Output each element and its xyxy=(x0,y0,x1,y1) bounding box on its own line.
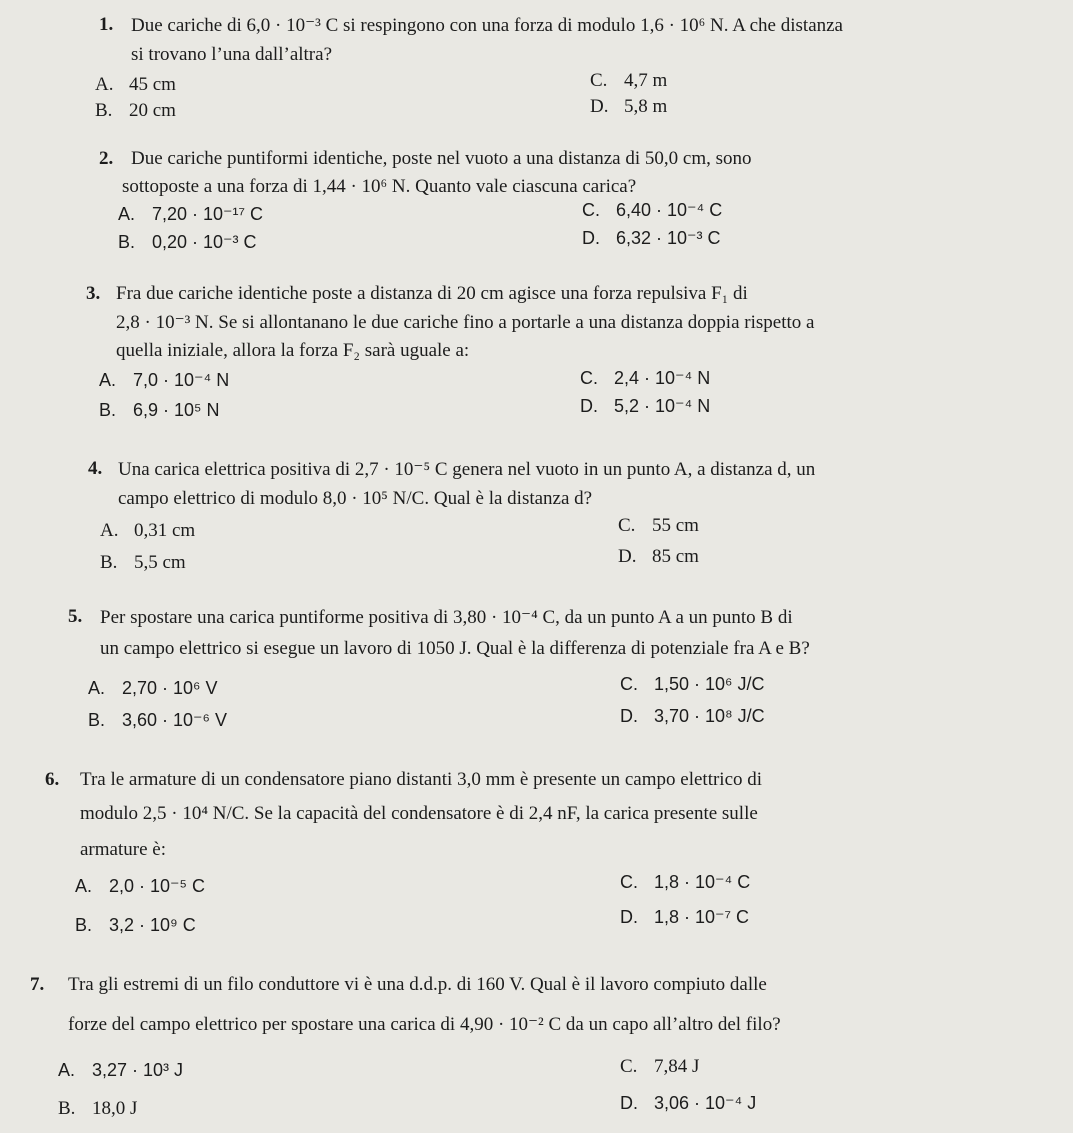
option-d: D. 3,06 · 10⁻⁴ J xyxy=(620,1093,757,1113)
question-text-line: 2,8 · 10⁻³ N. Se si allontanano le due cariche fino a portarle a una distanza doppia rispetto a xyxy=(116,312,815,333)
option-d-value: 6,32 · 10⁻³ C xyxy=(616,228,721,248)
question-text-line: armature è: xyxy=(80,839,166,860)
question-text-line: modulo 2,5 · 10⁴ N/C. Se la capacità del condensatore è di 2,4 nF, la carica presente sulle xyxy=(80,803,758,824)
option-d: D. 5,2 · 10⁻⁴ N xyxy=(580,396,711,416)
option-a: A. 45 cm xyxy=(95,74,176,95)
option-d-value: 3,70 · 10⁸ J/C xyxy=(654,706,765,726)
option-a-value: 0,31 cm xyxy=(134,520,196,541)
question-number: 7. xyxy=(30,974,45,995)
option-c-value: 55 cm xyxy=(652,515,699,536)
option-a: A. 7,0 · 10⁻⁴ N xyxy=(99,370,230,390)
question-text-line: Tra le armature di un condensatore piano distanti 3,0 mm è presente un campo elettrico di xyxy=(80,769,763,790)
option-b-value: 20 cm xyxy=(129,100,176,121)
question-text-line: Fra due cariche identiche poste a distanza di 20 cm agisce una forza repulsiva F₁ di xyxy=(116,283,748,304)
option-b: B. 18,0 J xyxy=(58,1098,138,1119)
option-c-value: 1,50 · 10⁶ J/C xyxy=(654,674,765,694)
option-c: C. 1,50 · 10⁶ J/C xyxy=(620,674,765,694)
question-text-line: Due cariche di 6,0 · 10⁻³ C si respingono con una forza di modulo 1,6 · 10⁶ N. A che distanza xyxy=(131,15,843,36)
question-text-line: campo elettrico di modulo 8,0 · 10⁵ N/C. Qual è la distanza d? xyxy=(118,488,593,509)
option-a-value: 3,27 · 10³ J xyxy=(92,1060,184,1080)
option-a-value: 2,70 · 10⁶ V xyxy=(122,678,218,698)
question-text-line: sottoposte a una forza di 1,44 · 10⁶ N. Quanto vale ciascuna carica? xyxy=(122,176,637,197)
option-b: B. 5,5 cm xyxy=(100,552,186,573)
option-b: B. 0,20 · 10⁻³ C xyxy=(118,232,257,252)
option-a: A. 2,0 · 10⁻⁵ C xyxy=(75,876,206,896)
question-text-line: quella iniziale, allora la forza F₂ sarà uguale a: xyxy=(116,340,470,361)
option-b-value: 18,0 J xyxy=(92,1098,138,1119)
question-number: 6. xyxy=(45,769,60,790)
option-a-value: 2,0 · 10⁻⁵ C xyxy=(109,876,206,896)
option-c-value: 2,4 · 10⁻⁴ N xyxy=(614,368,711,388)
option-d-value: 85 cm xyxy=(652,546,699,567)
option-c: C. 1,8 · 10⁻⁴ C xyxy=(620,872,751,892)
option-b-value: 6,9 · 10⁵ N xyxy=(133,400,220,420)
option-b-value: 3,60 · 10⁻⁶ V xyxy=(122,710,227,730)
question-number: 4. xyxy=(88,458,103,479)
option-d-value: 5,8 m xyxy=(624,96,668,117)
option-a: A. 7,20 · 10⁻¹⁷ C xyxy=(118,204,264,224)
option-a: A. 2,70 · 10⁶ V xyxy=(88,678,218,698)
option-c: C. 6,40 · 10⁻⁴ C xyxy=(582,200,723,220)
option-d: D. 85 cm xyxy=(618,546,699,567)
option-c-value: 6,40 · 10⁻⁴ C xyxy=(616,200,723,220)
question-number: 5. xyxy=(68,606,83,627)
question-text-line: un campo elettrico si esegue un lavoro di 1050 J. Qual è la differenza di potenziale fra A e B? xyxy=(100,638,810,659)
question-text-line: Due cariche puntiformi identiche, poste nel vuoto a una distanza di 50,0 cm, sono xyxy=(131,148,752,169)
option-b: B. 3,60 · 10⁻⁶ V xyxy=(88,710,227,730)
option-c-value: 4,7 m xyxy=(624,70,668,91)
option-b-value: 0,20 · 10⁻³ C xyxy=(152,232,257,252)
option-b: B. 3,2 · 10⁹ C xyxy=(75,915,196,935)
option-a-value: 7,0 · 10⁻⁴ N xyxy=(133,370,230,390)
question-text-line: forze del campo elettrico per spostare una carica di 4,90 · 10⁻² C da un capo all’altro del filo? xyxy=(68,1014,781,1035)
question-text-line: si trovano l’una dall’altra? xyxy=(131,44,333,65)
option-c-value: 1,8 · 10⁻⁴ C xyxy=(654,872,751,892)
question-text-line: Tra gli estremi di un filo conduttore vi è una d.d.p. di 160 V. Qual è il lavoro compiuto dalle xyxy=(68,974,767,995)
question-text-line: Per spostare una carica puntiforme positiva di 3,80 · 10⁻⁴ C, da un punto A a un punto B di xyxy=(100,607,793,628)
option-a-value: 45 cm xyxy=(129,74,176,95)
option-b-value: 5,5 cm xyxy=(134,552,186,573)
option-d: D. 5,8 m xyxy=(590,96,668,117)
option-b: B. 6,9 · 10⁵ N xyxy=(99,400,220,420)
option-c-value: 7,84 J xyxy=(654,1056,700,1077)
option-d: D. 1,8 · 10⁻⁷ C xyxy=(620,907,750,927)
option-d-value: 3,06 · 10⁻⁴ J xyxy=(654,1093,757,1113)
option-d-value: 5,2 · 10⁻⁴ N xyxy=(614,396,711,416)
option-a: A. 3,27 · 10³ J xyxy=(58,1060,184,1080)
question-number: 3. xyxy=(86,283,101,304)
option-a: A. 0,31 cm xyxy=(100,520,196,541)
option-a-value: 7,20 · 10⁻¹⁷ C xyxy=(152,204,264,224)
question-text-line: Una carica elettrica positiva di 2,7 · 10⁻⁵ C genera nel vuoto in un punto A, a distanza d, un xyxy=(118,459,816,480)
option-b: B. 20 cm xyxy=(95,100,176,121)
option-d: D. 6,32 · 10⁻³ C xyxy=(582,228,721,248)
option-d-value: 1,8 · 10⁻⁷ C xyxy=(654,907,750,927)
option-c: C. 4,7 m xyxy=(590,70,668,91)
option-c: C. 2,4 · 10⁻⁴ N xyxy=(580,368,711,388)
question-number: 1. xyxy=(99,14,114,35)
option-b-value: 3,2 · 10⁹ C xyxy=(109,915,196,935)
question-number: 2. xyxy=(99,148,114,169)
option-d: D. 3,70 · 10⁸ J/C xyxy=(620,706,765,726)
option-c: C. 55 cm xyxy=(618,515,699,536)
option-c: C. 7,84 J xyxy=(620,1056,700,1077)
